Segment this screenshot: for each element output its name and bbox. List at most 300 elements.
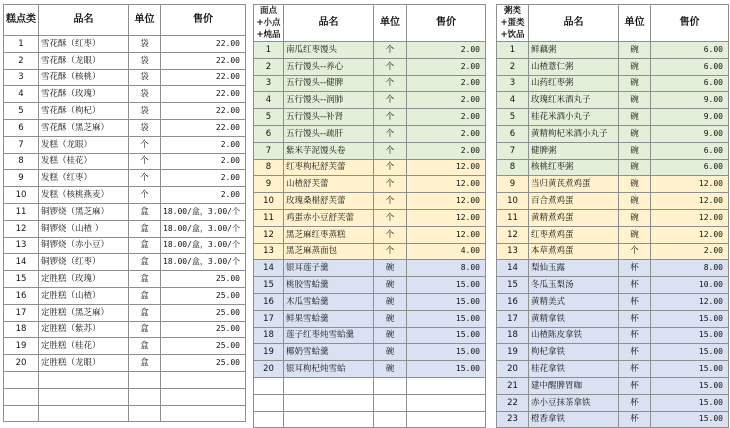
table-row bbox=[497, 243, 729, 260]
item-name: 莲子红枣炖雪蛤羹 bbox=[284, 327, 374, 344]
empty-cell bbox=[129, 405, 161, 422]
row-index: 11 bbox=[4, 203, 39, 220]
item-name: 木瓜雪蛤羹 bbox=[284, 293, 374, 310]
item-name: 鸡蛋赤小豆舒芙蕾 bbox=[284, 209, 374, 226]
item-unit: 碗 bbox=[619, 42, 651, 59]
item-unit: 个 bbox=[374, 226, 407, 243]
empty-cell bbox=[254, 411, 284, 428]
row-index: 19 bbox=[497, 344, 529, 361]
item-name: 银耳枸杞炖雪蛤 bbox=[284, 361, 374, 378]
table-row bbox=[497, 411, 729, 428]
empty-cell bbox=[284, 411, 374, 428]
row-index: 14 bbox=[497, 260, 529, 277]
item-price: 15.00 bbox=[407, 327, 486, 344]
item-price: 12.00 bbox=[651, 176, 729, 193]
item-price: 22.00 bbox=[161, 119, 246, 136]
table-row bbox=[497, 75, 729, 92]
price-header: 售价 bbox=[407, 5, 486, 42]
row-index: 13 bbox=[4, 237, 39, 254]
item-name: 赤小豆抹茶拿铁 bbox=[529, 394, 619, 411]
table-row bbox=[497, 125, 729, 142]
item-name: 铜锣烧（山楂 ） bbox=[39, 220, 129, 237]
empty-cell bbox=[254, 377, 284, 394]
empty-row bbox=[4, 371, 246, 388]
item-unit: 碗 bbox=[374, 293, 407, 310]
table-row bbox=[497, 109, 729, 126]
item-name: 铜锣烧（红枣） bbox=[39, 254, 129, 271]
item-name: 本草煮鸡蛋 bbox=[529, 243, 619, 260]
item-unit: 个 bbox=[374, 209, 407, 226]
table-row bbox=[4, 220, 246, 237]
table-row bbox=[4, 321, 246, 338]
row-index: 8 bbox=[254, 159, 284, 176]
item-unit: 个 bbox=[374, 58, 407, 75]
item-price: 12.00 bbox=[407, 159, 486, 176]
item-unit: 盒 bbox=[129, 355, 161, 372]
row-index: 6 bbox=[254, 125, 284, 142]
item-price: 18.00/盒，3.00/个 bbox=[161, 254, 246, 271]
item-unit: 碗 bbox=[619, 209, 651, 226]
table-row bbox=[254, 176, 486, 193]
price-header: 售价 bbox=[651, 5, 729, 42]
item-unit: 碗 bbox=[374, 344, 407, 361]
table-row bbox=[497, 310, 729, 327]
item-name: 玫瑰红米酒丸子 bbox=[529, 92, 619, 109]
item-name: 黄精枸杞米酒小丸子 bbox=[529, 125, 619, 142]
item-price: 25.00 bbox=[161, 355, 246, 372]
item-unit: 个 bbox=[374, 142, 407, 159]
item-name: 红枣枸杞舒芙蕾 bbox=[284, 159, 374, 176]
table-row bbox=[254, 109, 486, 126]
row-index: 17 bbox=[4, 304, 39, 321]
item-price: 2.00 bbox=[161, 187, 246, 204]
row-index: 11 bbox=[254, 209, 284, 226]
table-row bbox=[497, 193, 729, 210]
row-index: 21 bbox=[497, 377, 529, 394]
item-unit: 袋 bbox=[129, 69, 161, 86]
empty-cell bbox=[4, 371, 39, 388]
row-index: 7 bbox=[497, 142, 529, 159]
item-price: 25.00 bbox=[161, 304, 246, 321]
item-name: 雪花酥（枸杞） bbox=[39, 103, 129, 120]
item-unit: 个 bbox=[129, 170, 161, 187]
name-header: 品名 bbox=[284, 5, 374, 42]
item-name: 定胜糕（玫瑰） bbox=[39, 271, 129, 288]
row-index: 3 bbox=[4, 69, 39, 86]
item-unit: 个 bbox=[374, 243, 407, 260]
row-index: 8 bbox=[497, 159, 529, 176]
table-row bbox=[497, 209, 729, 226]
row-index: 17 bbox=[254, 310, 284, 327]
item-price: 2.00 bbox=[161, 170, 246, 187]
item-price: 6.00 bbox=[651, 58, 729, 75]
table-row bbox=[4, 287, 246, 304]
item-unit: 杯 bbox=[619, 277, 651, 294]
row-index: 2 bbox=[254, 58, 284, 75]
item-name: 定胜糕（桂花） bbox=[39, 338, 129, 355]
item-name: 定胜糕（龙眼） bbox=[39, 355, 129, 372]
category-header: 粥类+蛋类+饮品 bbox=[497, 5, 529, 42]
table-row bbox=[254, 125, 486, 142]
item-name: 黄精美式 bbox=[529, 293, 619, 310]
row-index: 10 bbox=[4, 187, 39, 204]
item-name: 鲜藕粥 bbox=[529, 42, 619, 59]
empty-row bbox=[254, 411, 486, 428]
table-row bbox=[497, 42, 729, 59]
item-price: 12.00 bbox=[651, 193, 729, 210]
item-unit: 盒 bbox=[129, 237, 161, 254]
item-unit: 杯 bbox=[619, 377, 651, 394]
item-name: 南瓜红枣馒头 bbox=[284, 42, 374, 59]
item-name: 雪花酥（龙眼） bbox=[39, 52, 129, 69]
item-name: 黑芝麻蒸面包 bbox=[284, 243, 374, 260]
item-price: 12.00 bbox=[651, 209, 729, 226]
row-index: 20 bbox=[254, 361, 284, 378]
row-index: 20 bbox=[497, 361, 529, 378]
row-index: 5 bbox=[254, 109, 284, 126]
empty-cell bbox=[284, 377, 374, 394]
row-index: 16 bbox=[254, 293, 284, 310]
row-index: 15 bbox=[4, 271, 39, 288]
item-unit: 碗 bbox=[619, 159, 651, 176]
unit-header: 单位 bbox=[619, 5, 651, 42]
item-unit: 碗 bbox=[374, 310, 407, 327]
item-unit: 杯 bbox=[619, 260, 651, 277]
row-index: 13 bbox=[497, 243, 529, 260]
row-index: 18 bbox=[254, 327, 284, 344]
row-index: 14 bbox=[4, 254, 39, 271]
item-price: 10.00 bbox=[651, 277, 729, 294]
row-index: 23 bbox=[497, 411, 529, 428]
item-price: 15.00 bbox=[407, 344, 486, 361]
row-index: 1 bbox=[254, 42, 284, 59]
table-row bbox=[4, 237, 246, 254]
empty-cell bbox=[161, 405, 246, 422]
table-row bbox=[4, 187, 246, 204]
table-row bbox=[497, 92, 729, 109]
empty-cell bbox=[407, 377, 486, 394]
name-header: 品名 bbox=[529, 5, 619, 42]
empty-cell bbox=[129, 388, 161, 405]
item-name: 铜锣烧（赤小豆） bbox=[39, 237, 129, 254]
noodle-snack-stew-price-table bbox=[253, 4, 486, 428]
item-price: 9.00 bbox=[651, 109, 729, 126]
table-row bbox=[4, 119, 246, 136]
item-unit: 碗 bbox=[619, 176, 651, 193]
item-price: 4.00 bbox=[407, 243, 486, 260]
table-row bbox=[254, 327, 486, 344]
table-row bbox=[254, 58, 486, 75]
empty-cell bbox=[161, 388, 246, 405]
empty-cell bbox=[407, 394, 486, 411]
row-index: 4 bbox=[4, 86, 39, 103]
empty-cell bbox=[39, 371, 129, 388]
empty-cell bbox=[374, 411, 407, 428]
item-price: 6.00 bbox=[651, 75, 729, 92]
row-index: 13 bbox=[254, 243, 284, 260]
item-price: 6.00 bbox=[651, 42, 729, 59]
item-unit: 袋 bbox=[129, 86, 161, 103]
item-name: 五行馒头--健脾 bbox=[284, 75, 374, 92]
table-row bbox=[254, 293, 486, 310]
row-index: 7 bbox=[254, 142, 284, 159]
empty-cell bbox=[39, 405, 129, 422]
item-name: 椰奶雪蛤羹 bbox=[284, 344, 374, 361]
row-index: 12 bbox=[254, 226, 284, 243]
table-row bbox=[4, 136, 246, 153]
item-price: 2.00 bbox=[407, 125, 486, 142]
table-row bbox=[497, 277, 729, 294]
empty-cell bbox=[39, 388, 129, 405]
item-price: 18.00/盒，3.00/个 bbox=[161, 203, 246, 220]
row-index: 12 bbox=[497, 226, 529, 243]
row-index: 17 bbox=[497, 310, 529, 327]
item-name: 雪花酥（红枣） bbox=[39, 36, 129, 53]
item-price: 18.00/盒，3.00/个 bbox=[161, 237, 246, 254]
item-name: 定胜糕（紫苏） bbox=[39, 321, 129, 338]
item-unit: 杯 bbox=[619, 361, 651, 378]
item-price: 9.00 bbox=[651, 125, 729, 142]
item-unit: 个 bbox=[374, 75, 407, 92]
table-row bbox=[4, 271, 246, 288]
item-unit: 碗 bbox=[619, 92, 651, 109]
item-name: 五行馒头--疏肝 bbox=[284, 125, 374, 142]
item-name: 定胜糕（山楂） bbox=[39, 287, 129, 304]
item-name: 梨仙玉露 bbox=[529, 260, 619, 277]
row-index: 16 bbox=[497, 293, 529, 310]
row-index: 2 bbox=[4, 52, 39, 69]
row-index: 19 bbox=[4, 338, 39, 355]
item-name: 山楂舒芙蕾 bbox=[284, 176, 374, 193]
empty-cell bbox=[374, 394, 407, 411]
table-row bbox=[4, 153, 246, 170]
item-price: 25.00 bbox=[161, 321, 246, 338]
item-price: 12.00 bbox=[407, 193, 486, 210]
item-name: 红枣煮鸡蛋 bbox=[529, 226, 619, 243]
item-name: 桂花拿铁 bbox=[529, 361, 619, 378]
item-price: 2.00 bbox=[407, 92, 486, 109]
item-unit: 碗 bbox=[619, 58, 651, 75]
item-unit: 盒 bbox=[129, 321, 161, 338]
item-price: 22.00 bbox=[161, 52, 246, 69]
item-name: 建中醒脾胃咖 bbox=[529, 377, 619, 394]
row-index: 18 bbox=[497, 327, 529, 344]
item-unit: 个 bbox=[129, 187, 161, 204]
item-name: 玫瑰桑椹舒芙蕾 bbox=[284, 193, 374, 210]
item-unit: 个 bbox=[374, 109, 407, 126]
row-index: 15 bbox=[254, 277, 284, 294]
item-unit: 碗 bbox=[374, 260, 407, 277]
item-name: 山楂陈皮拿铁 bbox=[529, 327, 619, 344]
item-name: 雪花酥（黑芝麻） bbox=[39, 119, 129, 136]
table-row bbox=[4, 355, 246, 372]
table-row bbox=[254, 260, 486, 277]
row-index: 9 bbox=[254, 176, 284, 193]
item-price: 2.00 bbox=[407, 75, 486, 92]
row-index: 20 bbox=[4, 355, 39, 372]
item-unit: 碗 bbox=[619, 75, 651, 92]
empty-cell bbox=[4, 388, 39, 405]
item-name: 紫米芋泥馒头卷 bbox=[284, 142, 374, 159]
row-index: 9 bbox=[497, 176, 529, 193]
empty-cell bbox=[254, 394, 284, 411]
item-price: 2.00 bbox=[407, 42, 486, 59]
item-unit: 个 bbox=[374, 159, 407, 176]
item-price: 6.00 bbox=[651, 159, 729, 176]
item-name: 健脾粥 bbox=[529, 142, 619, 159]
row-index: 1 bbox=[497, 42, 529, 59]
empty-row bbox=[4, 388, 246, 405]
item-name: 定胜糕（黑芝麻） bbox=[39, 304, 129, 321]
table-row bbox=[254, 310, 486, 327]
item-unit: 碗 bbox=[619, 226, 651, 243]
table-row bbox=[497, 361, 729, 378]
table-row bbox=[497, 293, 729, 310]
row-index: 19 bbox=[254, 344, 284, 361]
item-price: 22.00 bbox=[161, 103, 246, 120]
item-unit: 杯 bbox=[619, 394, 651, 411]
row-index: 3 bbox=[497, 75, 529, 92]
table-row bbox=[254, 92, 486, 109]
item-price: 15.00 bbox=[651, 361, 729, 378]
empty-row bbox=[254, 394, 486, 411]
item-price: 22.00 bbox=[161, 69, 246, 86]
table-row bbox=[497, 159, 729, 176]
item-unit: 碗 bbox=[374, 361, 407, 378]
table-row bbox=[497, 260, 729, 277]
item-price: 2.00 bbox=[407, 58, 486, 75]
table-row bbox=[4, 203, 246, 220]
item-unit: 碗 bbox=[619, 125, 651, 142]
item-price: 15.00 bbox=[651, 394, 729, 411]
item-name: 发糕（红枣） bbox=[39, 170, 129, 187]
item-unit: 盒 bbox=[129, 203, 161, 220]
unit-header: 单位 bbox=[129, 5, 161, 36]
item-unit: 盒 bbox=[129, 304, 161, 321]
item-unit: 杯 bbox=[619, 310, 651, 327]
row-index: 8 bbox=[4, 153, 39, 170]
item-name: 百合煮鸡蛋 bbox=[529, 193, 619, 210]
item-name: 银耳莲子羹 bbox=[284, 260, 374, 277]
item-name: 枸杞拿铁 bbox=[529, 344, 619, 361]
table-row bbox=[4, 304, 246, 321]
item-price: 15.00 bbox=[407, 293, 486, 310]
table-row bbox=[4, 103, 246, 120]
row-index: 7 bbox=[4, 136, 39, 153]
item-name: 桂花米酒小丸子 bbox=[529, 109, 619, 126]
item-unit: 盒 bbox=[129, 220, 161, 237]
item-unit: 个 bbox=[374, 92, 407, 109]
item-unit: 碗 bbox=[619, 109, 651, 126]
table-row bbox=[254, 226, 486, 243]
row-index: 16 bbox=[4, 287, 39, 304]
table-row bbox=[254, 142, 486, 159]
porridge-egg-drink-price-table bbox=[496, 4, 729, 428]
item-unit: 碗 bbox=[374, 277, 407, 294]
table-row bbox=[254, 277, 486, 294]
empty-cell bbox=[129, 371, 161, 388]
row-index: 1 bbox=[4, 36, 39, 53]
item-name: 发糕（桂花） bbox=[39, 153, 129, 170]
item-price: 25.00 bbox=[161, 338, 246, 355]
table-row bbox=[497, 142, 729, 159]
table-row bbox=[4, 338, 246, 355]
item-price: 12.00 bbox=[651, 226, 729, 243]
item-unit: 碗 bbox=[619, 193, 651, 210]
item-unit: 个 bbox=[129, 136, 161, 153]
table-row bbox=[4, 254, 246, 271]
item-unit: 杯 bbox=[619, 327, 651, 344]
item-price: 15.00 bbox=[651, 377, 729, 394]
empty-row bbox=[254, 377, 486, 394]
item-name: 黄精拿铁 bbox=[529, 310, 619, 327]
table-row bbox=[254, 159, 486, 176]
table-row bbox=[4, 170, 246, 187]
row-index: 10 bbox=[497, 193, 529, 210]
row-index: 5 bbox=[497, 109, 529, 126]
category-header: 糕点类 bbox=[4, 5, 39, 36]
category-header: 面点+小点+炖品 bbox=[254, 5, 284, 42]
item-price: 9.00 bbox=[651, 92, 729, 109]
table-row bbox=[254, 193, 486, 210]
table-row bbox=[497, 327, 729, 344]
table-row bbox=[254, 361, 486, 378]
item-unit: 个 bbox=[374, 176, 407, 193]
item-name: 雪花酥（玫瑰） bbox=[39, 86, 129, 103]
row-index: 10 bbox=[254, 193, 284, 210]
row-index: 11 bbox=[497, 209, 529, 226]
item-unit: 碗 bbox=[619, 142, 651, 159]
item-price: 15.00 bbox=[651, 327, 729, 344]
item-unit: 杯 bbox=[619, 344, 651, 361]
table-row bbox=[4, 52, 246, 69]
item-name: 山药红枣粥 bbox=[529, 75, 619, 92]
row-index: 4 bbox=[497, 92, 529, 109]
item-name: 橙香拿铁 bbox=[529, 411, 619, 428]
item-name: 五行馒头--润肺 bbox=[284, 92, 374, 109]
table-row bbox=[4, 36, 246, 53]
item-price: 15.00 bbox=[651, 344, 729, 361]
item-price: 18.00/盒，3.00/个 bbox=[161, 220, 246, 237]
item-name: 核桃红枣粥 bbox=[529, 159, 619, 176]
item-price: 15.00 bbox=[407, 310, 486, 327]
item-unit: 个 bbox=[619, 243, 651, 260]
table-row bbox=[497, 226, 729, 243]
row-index: 6 bbox=[497, 125, 529, 142]
table-row bbox=[497, 58, 729, 75]
row-index: 5 bbox=[4, 103, 39, 120]
item-price: 12.00 bbox=[407, 226, 486, 243]
item-name: 当归黄芪煮鸡蛋 bbox=[529, 176, 619, 193]
item-name: 五行馒头--养心 bbox=[284, 58, 374, 75]
table-row bbox=[254, 209, 486, 226]
item-unit: 袋 bbox=[129, 119, 161, 136]
row-index: 2 bbox=[497, 58, 529, 75]
item-unit: 盒 bbox=[129, 338, 161, 355]
row-index: 9 bbox=[4, 170, 39, 187]
item-name: 黑芝麻红枣蒸糕 bbox=[284, 226, 374, 243]
item-price: 6.00 bbox=[651, 142, 729, 159]
table-row bbox=[497, 377, 729, 394]
row-index: 14 bbox=[254, 260, 284, 277]
item-unit: 袋 bbox=[129, 52, 161, 69]
row-index: 15 bbox=[497, 277, 529, 294]
item-name: 雪花酥（核桃） bbox=[39, 69, 129, 86]
table-row bbox=[254, 42, 486, 59]
item-price: 8.00 bbox=[407, 260, 486, 277]
item-name: 桃胶雪蛤羹 bbox=[284, 277, 374, 294]
item-price: 2.00 bbox=[407, 142, 486, 159]
